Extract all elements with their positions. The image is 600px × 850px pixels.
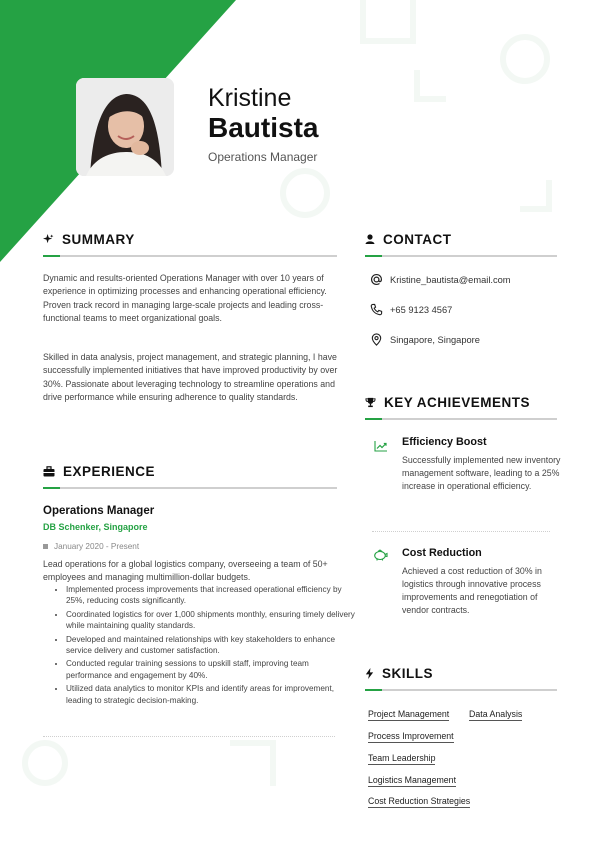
section-divider [372,531,550,532]
job-description: Lead operations for a global logistics company, overseeing a team of 50+ employees and managing multimillion-dollar budgets. [43,559,328,582]
section-divider [43,736,335,737]
skill-tag: Logistics Management [368,775,457,785]
achievements-section [365,393,557,420]
decor-corner [414,70,446,102]
job-company: DB Schenker, Singapore [43,522,148,532]
skill-tag: Project Management [368,709,450,719]
summary-heading-text: SUMMARY [62,231,135,247]
phone-icon [370,303,383,316]
person-icon [365,234,375,244]
profile-photo [76,78,174,176]
skill-tag: Process Improvement [368,731,454,741]
at-icon [370,273,383,286]
first-name: Kristine [208,84,292,112]
experience-heading-text: EXPERIENCE [63,463,156,479]
section-rule [43,487,337,489]
job-role: Operations Manager [208,150,318,164]
experience-heading [43,462,337,480]
contact-email-text: Kristine_bautista@email.com [390,274,511,285]
decor-corner [230,740,276,786]
skills-heading-text: SKILLS [382,665,434,681]
experience-section [43,462,337,489]
trophy-icon [365,397,376,408]
contact-section [365,230,557,257]
summary-paragraph-2: Skilled in data analysis, project management, and strategic planning, I have successfully implemented initiatives that have improved productivity by over 30%. Passionate about leveraging technology to streamline operations and drive performance while ensuring adherence to quality standards. [43,352,338,403]
section-rule [365,418,557,420]
briefcase-icon [43,466,55,477]
decor-square [360,0,416,44]
job-bullet: • Developed and maintained relationships with key stakeholders to enhance service delivery and customer satisfaction. [66,634,356,657]
achievements-heading-text: KEY ACHIEVEMENTS [384,394,531,410]
skill-tag: Data Analysis [469,709,523,719]
decor-corner [520,180,552,212]
skills-heading [365,664,557,682]
calendar-icon [43,544,48,549]
summary-section [43,230,337,257]
achievement-description: Successfully implemented new inventory management software, leading to a 25% increase in operational efficiency. [402,455,561,491]
skill-tag: Cost Reduction Strategies [368,796,471,806]
summary-paragraph-1: Dynamic and results-oriented Operations Manager with over 10 years of experience in optimizing processes and enhancing operational efficiency. Proven track record in managing large-scale projects and leading cross-functional teams to meet organizational goals. [43,273,327,324]
job-bullet: • Implemented process improvements that increased operational efficiency by 25%, reducing costs significantly. [66,584,356,607]
sparkle-icon [43,234,54,245]
contact-location-text: Singapore, Singapore [390,334,480,345]
section-rule [365,689,557,691]
contact-phone[interactable] [370,303,452,316]
job-bullets [50,584,356,708]
job-bullet: • Coordinated logistics for over 1,000 shipments monthly, ensuring timely delivery while maintaining quality standards. [66,609,356,632]
last-name: Bautista [208,112,319,143]
contact-location [370,333,480,346]
trend-up-icon [374,440,388,452]
skills-section [365,664,557,691]
bolt-icon [365,668,374,679]
section-rule [365,255,557,257]
contact-heading-text: CONTACT [383,231,452,247]
achievement-title: Efficiency Boost [402,436,487,448]
decor-circle [280,168,330,218]
job-dates-text: January 2020 - Present [54,542,140,551]
job-bullet: • Conducted regular training sessions to upskill staff, improving team performance and engagement by 40%. [66,658,356,681]
summary-heading [43,230,337,248]
map-pin-icon [370,333,383,346]
job-dates [43,542,139,551]
decor-circle [500,34,550,84]
achievement-description: Achieved a cost reduction of 30% in logistics through innovative process improvements and renegotiation of vendor contracts. [402,566,542,615]
section-rule [43,255,337,257]
achievement-title: Cost Reduction [402,547,482,559]
contact-heading [365,230,557,248]
decor-circle [22,740,68,786]
job-title: Operations Manager [43,505,155,517]
job-bullet: • Utilized data analytics to monitor KPIs and identify areas for improvement, leading to strategic decision-making. [66,683,356,706]
achievements-heading [365,393,557,411]
contact-email[interactable] [370,273,511,286]
contact-phone-text: +65 9123 4567 [390,304,453,315]
skill-tag: Team Leadership [368,753,436,763]
piggy-bank-icon [373,549,388,561]
